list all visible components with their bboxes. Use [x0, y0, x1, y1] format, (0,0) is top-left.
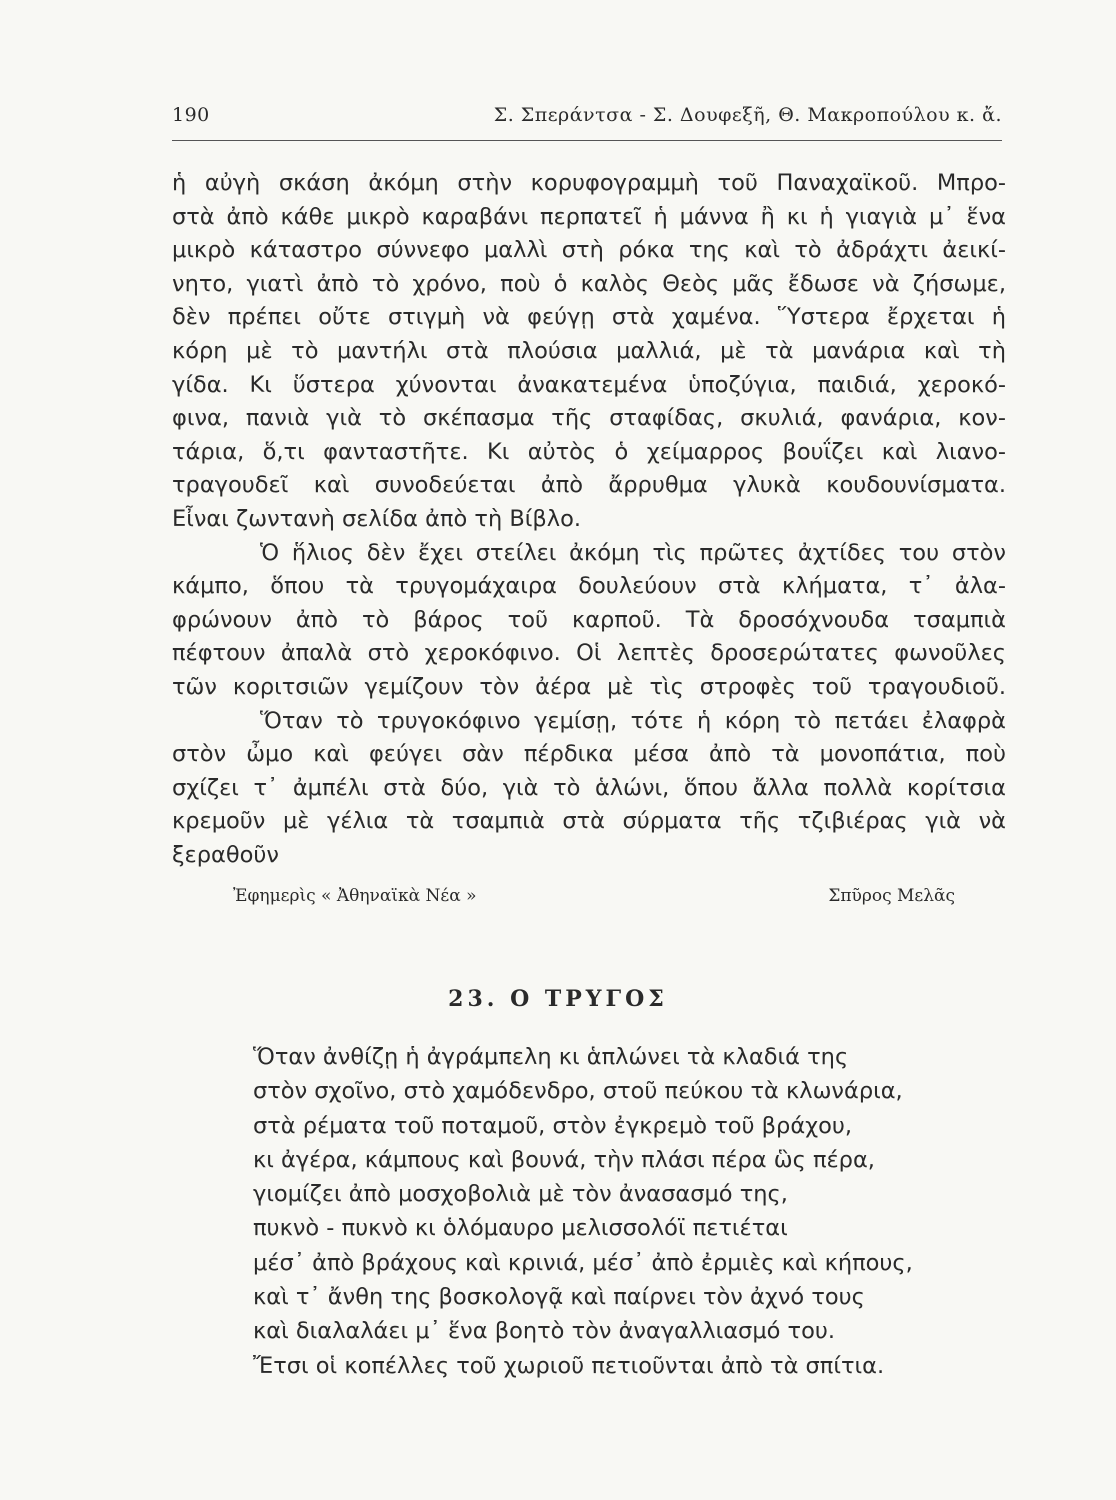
text-line: κρεμοῦν μὲ γέλια τὰ τσαμπιὰ στὰ σύρματα τῆς τζιβιέρας γιὰ νὰ — [172, 808, 1006, 835]
text-line: ἡ αὐγὴ σκάση ἀκόμη στὴν κορυφογραμμὴ τοῦ Παναχαϊκοῦ. Μπρο- — [172, 170, 1006, 196]
attribution-source: Ἐφημερὶς « Ἀθηναϊκὰ Νέα » — [233, 886, 477, 906]
section-title: 23. Ο ΤΡΥΓΟΣ — [448, 986, 668, 1012]
text-line: τῶν κοριτσιῶν γεμίζουν τὸν ἀέρα μὲ τὶς στροφὲς τοῦ τραγουδιοῦ. — [172, 673, 1006, 700]
poem-line: πυκνὸ - πυκνὸ κι ὁλόμαυρο μελισσολόϊ πετιέται — [253, 1215, 788, 1242]
poem-line: στὰ ρέματα τοῦ ποταμοῦ, στὸν ἐγκρεμὸ τοῦ βράχου, — [253, 1112, 853, 1139]
poem-line: καὶ τ᾿ ἄνθη της βοσκολογᾷ καὶ παίρνει τὸν ἀχνό τους — [253, 1284, 865, 1311]
text-line: στὸν ὦμο καὶ φεύγει σὰν πέρδικα μέσα ἀπὸ τὰ μονοπάτια, ποὺ — [172, 741, 1006, 768]
page-number: 190 — [172, 104, 210, 126]
text-line: πέφτουν ἀπαλὰ στὸ χεροκόφινο. Οἱ λεπτὲς δροσερώτατες φωνοῦλες — [172, 640, 1006, 667]
text-line: γίδα. Κι ὕστερα χύνονται ἀνακατεμένα ὑποζύγια, παιδιά, χεροκό- — [172, 371, 1006, 398]
header-rule — [172, 140, 1002, 141]
poem-line: Ἔτσι οἱ κοπέλλες τοῦ χωριοῦ πετιοῦνται ἀπὸ τὰ σπίτια. — [253, 1352, 885, 1379]
text-line: φρώνουν ἀπὸ τὸ βάρος τοῦ καρποῦ. Τὰ δροσόχνουδα τσαμπιὰ — [172, 606, 1006, 633]
poem-line: στὸν σχοῖνο, στὸ χαμόδενδρο, στοῦ πεύκου τὰ κλωνάρια, — [253, 1078, 903, 1105]
text-line: κάμπο, ὅπου τὰ τρυγομάχαιρα δουλεύουν στὰ κλήματα, τ᾿ ἀλα- — [172, 573, 1006, 600]
text-line: Εἶναι ζωντανὴ σελίδα ἀπὸ τὴ Βίβλο. — [172, 505, 581, 532]
poem — [253, 1040, 913, 1383]
text-line: σχίζει τ᾿ ἀμπέλι στὰ δύο, γιὰ τὸ ἁλώνι, ὅπου ἄλλα πολλὰ κορίτσια — [172, 774, 1006, 801]
text-line: δὲν πρέπει οὔτε στιγμὴ νὰ φεύγῃ στὰ χαμένα. Ὕστερα ἔρχεται ἡ — [172, 304, 1006, 331]
poem-line: γιομίζει ἀπὸ μοσχοβολιὰ μὲ τὸν ἀνασασμό της, — [253, 1181, 788, 1208]
poem-line: καὶ διαλαλάει μ᾿ ἕνα βοητὸ τὸν ἀναγαλλιασμό του. — [253, 1318, 836, 1345]
attribution — [233, 886, 955, 916]
text-line: τραγουδεῖ καὶ συνοδεύεται ἀπὸ ἄρρυθμα γλυκὰ κουδουνίσματα. — [172, 472, 1006, 499]
text-line: κόρη μὲ τὸ μαντήλι στὰ πλούσια μαλλιά, μὲ τὰ μανάρια καὶ τὴ — [172, 337, 1006, 364]
text-line: Ὁ ἥλιος δὲν ἔχει στείλει ἀκόμη τὶς πρῶτες ἀχτίδες του στὸν — [260, 539, 1006, 566]
poem-line: μέσ᾿ ἀπὸ βράχους καὶ κρινιά, μέσ᾿ ἀπὸ ἐρμιὲς καὶ κήπους, — [253, 1249, 913, 1276]
running-title: Σ. Σπεράντσα - Σ. Δουφεξῆ, Θ. Μακροπούλου κ. ἄ. — [493, 104, 1002, 126]
poem-line: κι ἀγέρα, κάμπους καὶ βουνά, τὴν πλάσι πέρα ὣς πέρα, — [253, 1146, 875, 1173]
page-header — [172, 104, 1002, 134]
prose-passage — [172, 167, 1006, 872]
text-line: νητο, γιατὶ ἀπὸ τὸ χρόνο, ποὺ ὁ καλὸς Θεὸς μᾶς ἔδωσε νὰ ζήσωμε, — [172, 270, 1006, 297]
text-line: τάρια, ὅ,τι φανταστῆτε. Κι αὐτὸς ὁ χείμαρρος βουΐζει καὶ λιανο- — [172, 438, 1006, 465]
text-line: Ὅταν τὸ τρυγοκόφινο γεμίσῃ, τότε ἡ κόρη τὸ πετάει ἐλαφρὰ — [260, 707, 1006, 734]
text-line: φινα, πανιὰ γιὰ τὸ σκέπασμα τῆς σταφίδας, σκυλιά, φανάρια, κον- — [172, 405, 1006, 432]
text-line: στὰ ἀπὸ κάθε μικρὸ καραβάνι περπατεῖ ἡ μάννα ἢ κι ἡ γιαγιὰ μ᾿ ἕνα — [172, 203, 1006, 230]
poem-line: Ὅταν ἀνθίζῃ ἡ ἀγράμπελη κι ἁπλώνει τὰ κλαδιά της — [253, 1044, 849, 1070]
attribution-author: Σπῦρος Μελᾶς — [828, 886, 955, 906]
text-line: μικρὸ κάταστρο σύννεφο μαλλὶ στὴ ρόκα της καὶ τὸ ἀδράχτι ἀεικί- — [172, 237, 1006, 264]
text-line: ξεραθοῦν — [172, 841, 279, 868]
